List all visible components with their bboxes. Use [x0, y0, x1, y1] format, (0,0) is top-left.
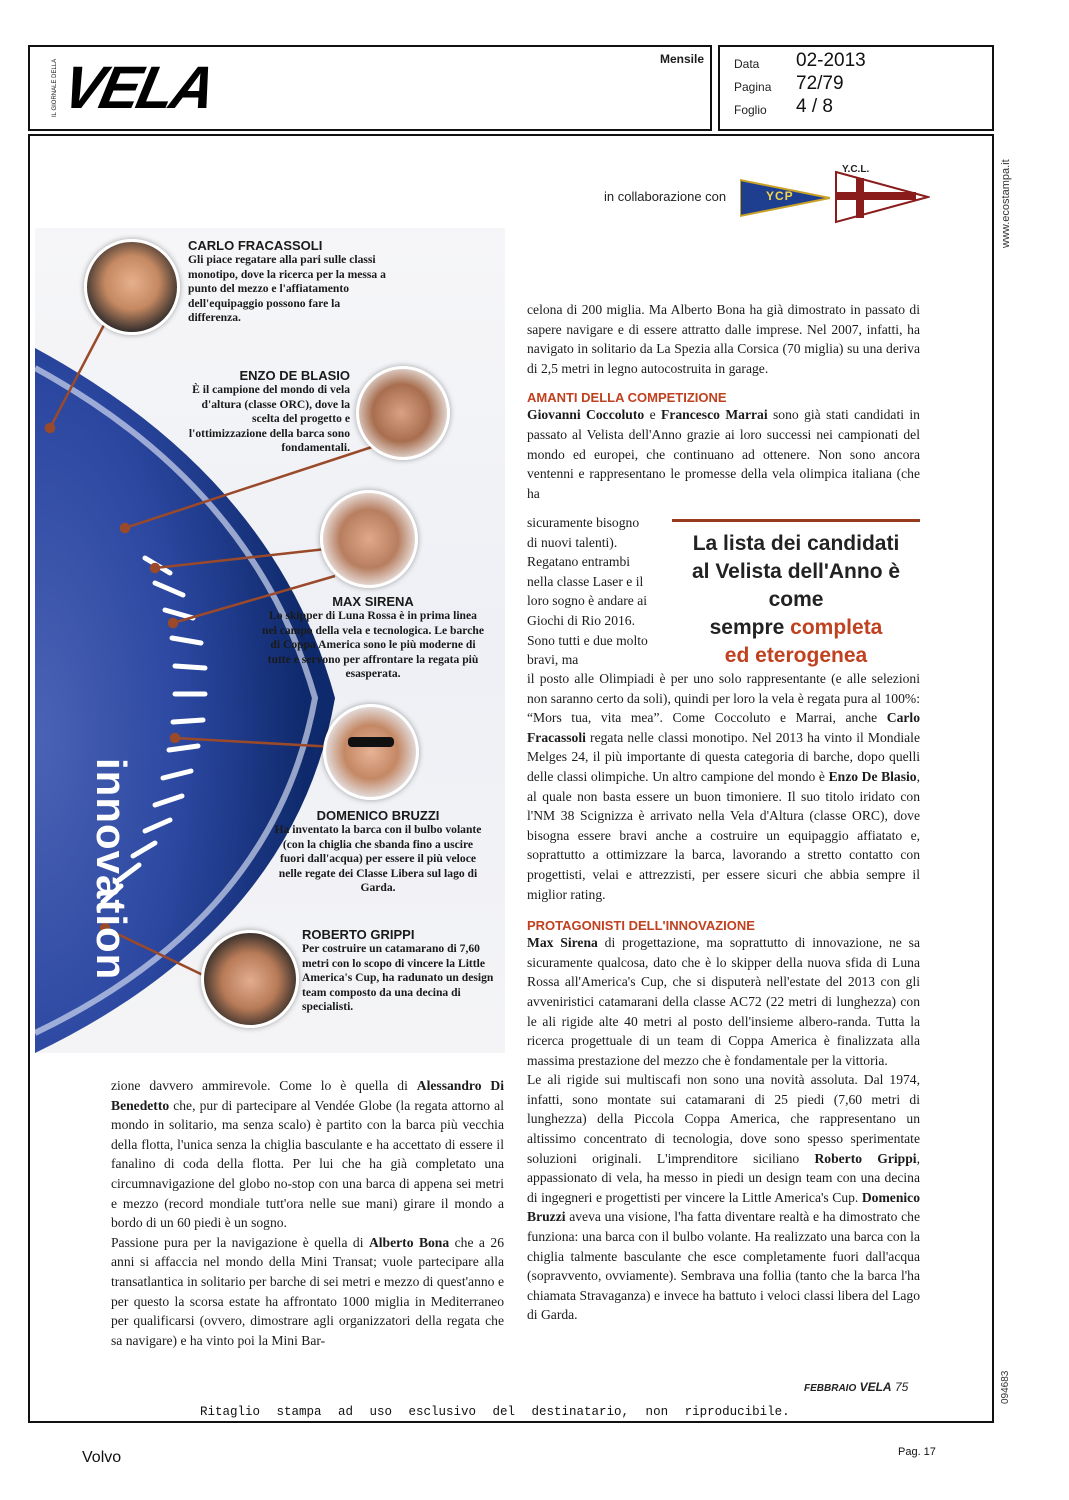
meta-value-data: 02-2013	[796, 50, 866, 71]
pull-line-2: al Velista dell'Anno è come	[691, 560, 901, 611]
ycl-flag	[834, 164, 930, 226]
person-desc: È il campione del mondo di vela d'altura (classe ORC), dove la scelta del progetto e l'ottimizzazione della barca sono fondamentali.	[188, 383, 350, 454]
pull-quote	[672, 519, 920, 670]
text-ali-a: Le ali rigide sui multiscafi non sono una novità assoluta. Dal 1974, infatti, sono montate sui catamarani di 25 piedi (7,60 metri di lunghezza) della Piccola Coppa America, che rappresentano un altissimo concentrato di tecnologia, dove sono spesso sperimentate soluzioni originali. L'imprenditore siciliano	[527, 1072, 920, 1166]
text-sirena: di progettazione, ma soprattutto di innovazione, ne sa sicuramente qualcosa, dato che è lo skipper della nuova sfida di Luna Rossa all'America's Cup, che si disputerà nell'estate del 2013 con gli avveniristici catamarani della classe AC72 (22 metri di lunghezza) con le ali rigide alte 40 metri al posto dell'insieme albero-randa. Tutta la ricerca progettuale di un team di Coppa America è finalizzata alla massima prestazione del mezzo che è fondamentale per la vittoria.	[527, 935, 920, 1068]
person-roberto-grippi	[302, 927, 502, 1015]
person-domenico-bruzzi	[272, 808, 484, 896]
logo-small-text: IL GIORNALE DELLA	[52, 58, 58, 117]
text-olimp-a: il posto alle Olimpiadi è per uno solo rappresentante (e alle selezioni non saranno certo da soli), quindi per loro la vela è regata pura al 100%: “Mors tua, vita mea”. Come Coccoluto e Marrai, anche	[527, 671, 920, 726]
collab-text: in collaborazione con	[604, 189, 727, 204]
right-column-top	[527, 300, 920, 503]
text-bona-c: che a 26 anni si affaccia nel mondo della Mini Transat; vuole partecipare alla transatlantica in solitario per barche di sei metri e mezzo di quest'anno e per questo la scorsa estate ha affrontato 1000 miglia in Mediterraneo per qualificarsi (ovvero, dimostrare agli organizzatori della regata che sa navigare) e ha vinto poi la Mini Bar-	[111, 1234, 504, 1348]
meta-label-pagina: Pagina	[734, 80, 772, 94]
footer-right: Pag. 17	[898, 1446, 936, 1458]
disclaimer: Ritaglio stampa ad uso esclusivo del destinatario, non riproducibile.	[200, 1405, 790, 1419]
text-competizione: sono già stati candidati in passato al Velista dell'Anno grazie ai loro successi nei campionati del mondo ed europei, che continuano ad ottenere. Non sono ancora ventenni e rappresentano le promesse della vela olimpica italiana (che ha	[527, 407, 920, 501]
ycp-label: YCP	[766, 189, 794, 203]
page-folio	[804, 1380, 908, 1394]
name-sirena: Max Sirena	[527, 935, 598, 951]
pull-line-4: ed eterogenea	[724, 644, 868, 667]
periodicity-label: Mensile	[659, 52, 704, 66]
section-title-innovazione: PROTAGONISTI DELL'INNOVAZIONE	[527, 918, 755, 934]
side-code: 094683	[1000, 1370, 1011, 1404]
person-desc: Gli piace regatare alla pari sulle classi monotipo, dove la ricerca per la messa a punto del mezzo e l'affiatamento dell'equipaggio possono fare la differenza.	[188, 253, 386, 324]
meta-label-data: Data	[734, 57, 760, 71]
paragraph-alberto-bona	[111, 1233, 504, 1351]
avatar-roberto-grippi	[201, 930, 299, 1028]
person-desc: Per costruire un catamarano di 7,60 metri con lo scopo di vincere la Little America's Cup, ha radunato un design team composto da una decina di specialisti.	[302, 942, 494, 1013]
text-olimp-c: regata nelle classi monotipo. Nel 2013 ha vinto il Mondiale Melges 24, il più importante di questa categoria di barche, dopo quelli delle classi olimpiche. Un altro campione del mondo è	[527, 729, 920, 784]
meta-value-foglio: 4 / 8	[796, 96, 833, 117]
paragraph-competizione	[527, 405, 920, 503]
pull-line-3b: completa	[790, 616, 883, 639]
person-name: ENZO DE BLASIO	[239, 368, 350, 383]
name-bruzzi: Domenico Bruzzi	[527, 1189, 920, 1225]
avatar-max-sirena	[320, 490, 418, 588]
text-bona-a: Passione pura per la navigazione è quella di	[111, 1234, 369, 1250]
text-ali-c: , appassionato di vela, ha messo in piedi un design team con una decina di ingegneri e progettisti per vincere la Little America's Cup.	[527, 1150, 920, 1205]
section-title-competizione: AMANTI DELLA COMPETIZIONE	[527, 390, 727, 406]
pull-quote-text	[672, 530, 920, 670]
name-marrai: Francesco Marrai	[661, 407, 768, 423]
name-fracassoli: Carlo Fracassoli	[527, 710, 920, 745]
left-column-bottom	[111, 1076, 504, 1350]
person-name: DOMENICO BRUZZI	[316, 808, 440, 823]
paragraph-bona: celona di 200 miglia. Ma Alberto Bona ha già dimostrato in passato di sapere navigare e di essere attratto dalle imprese. Nel 2007, infatti, ha navigato in solitario da La Spezia alla Corsica (70 miglia) su una deriva di 2,5 metri in legno autocostruita in garage.	[527, 302, 920, 376]
paragraph-ali-rigide	[527, 1070, 920, 1325]
paragraph-di-benedetto	[111, 1076, 504, 1233]
text-lb-c: che, pur di partecipare al Vendée Globe (la regata attorno al mondo in solitario, ma senza scalo) è partito con la barca più vecchia della flotta, l'unica senza la chiglia basculante e ha accettato di essere il fanalino di coda della flotta. Per lui che ha già completato una circumnavigazione del globo no-stop con una barca di appena sei metri e mezzo (record mondiale tutt'ora nelle sue mani) girare il mondo a bordo di un 60 piedi è un sogno.	[111, 1097, 504, 1231]
avatar-enzo-de-blasio	[356, 366, 450, 460]
text-e: e	[644, 407, 662, 423]
side-watermark: www.ecostampa.it	[1000, 159, 1012, 248]
person-name: MAX SIRENA	[332, 594, 414, 609]
paragraph-sirena	[527, 933, 920, 1070]
ycl-label: Y.C.L.	[842, 164, 870, 175]
paragraph-olimpiadi	[527, 669, 920, 904]
sunglasses-icon	[348, 737, 394, 747]
avatar-carlo-fracassoli	[84, 239, 180, 335]
pull-line-3	[672, 614, 920, 642]
name-de-blasio: Enzo De Blasio	[828, 768, 917, 784]
magazine-logo: VELA	[56, 54, 220, 121]
person-carlo-fracassoli	[188, 238, 388, 326]
pull-line-1: La lista dei candidati	[692, 532, 900, 555]
right-column-narrow	[527, 513, 651, 670]
name-alberto-bona: Alberto Bona	[368, 1234, 450, 1250]
folio-month: FEBBRAIO	[804, 1383, 857, 1394]
person-desc: Ha inventato la barca con il bulbo volante (con la chiglia che sbanda fino a uscire fuori dall'acqua) per essere il più veloce nelle regate dei Classe Libera sul lago di Garda.	[274, 823, 482, 894]
person-name: ROBERTO GRIPPI	[302, 927, 415, 942]
text-lb-a: zione davvero ammirevole. Come lo è quella di	[111, 1078, 417, 1093]
folio-page: 75	[894, 1380, 909, 1394]
paragraph-narrow: sicuramente bisogno di nuovi talenti). Regatano entrambi nella classe Laser e il loro sogno è andare ai Giochi di Rio 2016. Sono tutti e due molto bravi, ma	[527, 515, 648, 668]
person-name: CARLO FRACASSOLI	[188, 238, 323, 253]
innovation-label: innovation	[88, 758, 135, 981]
text-ali-e: aveva una visione, l'ha fatta diventare realtà e ha dimostrato che funziona: una barca con il bulbo volante. Ha realizzato una barca con la chiglia talmente basculante che esce completamente fuori dall'acqua (sopravvento, ovviamente). Sembrava una follia (tanto che la barca l'ha chiamata Stravaganza) e invece ha battuto i veloci classi libera del Lago di Garda.	[527, 1209, 920, 1323]
text-olimp-e: , al quale non basta essere un buon timoniere. Il suo titolo iridato con l'NM 38 Scignizza è arrivato nella Vela d'Altura (classe ORC), dove bisogna essere bravi anche a costruire un equipaggio affiatato e, soprattutto a ottimizzare la barca, lavorando a stretto contatto con progettisti, velai e attrezzisti, per essere sicuri che abbia sempre il miglior rating.	[527, 768, 921, 902]
name-coccoluto: Giovanni Coccoluto	[527, 407, 645, 423]
right-column-rest	[527, 669, 920, 1325]
footer-left: Volvo	[82, 1449, 122, 1466]
person-max-sirena	[262, 594, 484, 682]
name-grippi: Roberto Grippi	[814, 1150, 917, 1166]
header-logo-box	[28, 45, 712, 131]
name-di-benedetto: Alessandro Di Benedetto	[111, 1078, 505, 1113]
meta-label-foglio: Foglio	[734, 103, 767, 117]
header-meta-box	[718, 45, 994, 131]
avatar-domenico-bruzzi	[323, 704, 419, 800]
person-enzo-de-blasio	[182, 368, 350, 456]
ycp-flag	[740, 178, 830, 218]
person-desc: Lo skipper di Luna Rossa è in prima linea nel campo della vela e tecnologica. Le barche di Coppa America sono le più moderne di tutte e servono per affrontare la regata più esasperata.	[262, 609, 484, 680]
pull-line-3a: sempre	[709, 616, 791, 639]
meta-value-pagina: 72/79	[796, 73, 844, 94]
folio-mag: VELA	[859, 1380, 892, 1394]
